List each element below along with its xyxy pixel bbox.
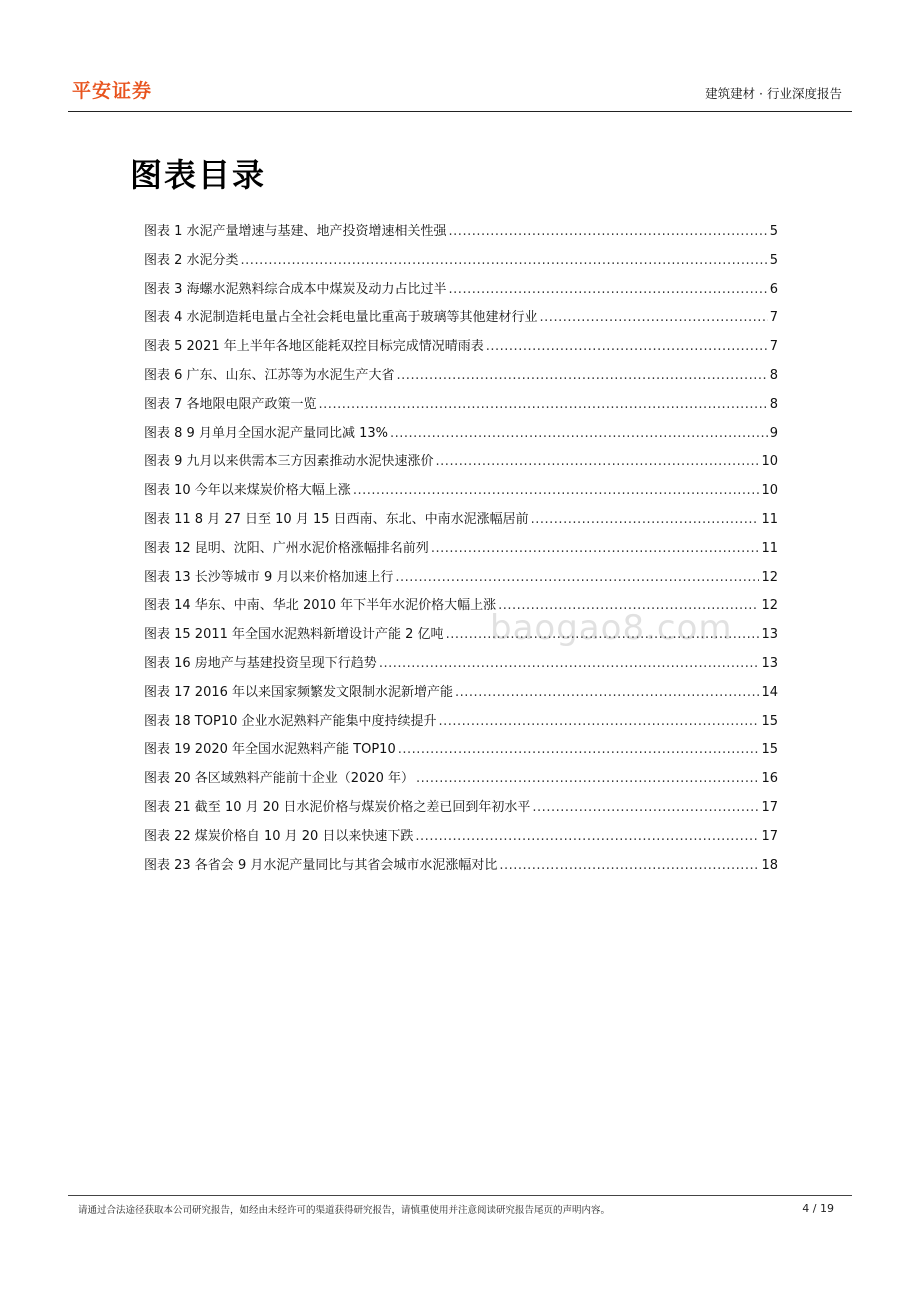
toc-entry-page: 7 xyxy=(769,310,778,326)
toc-entry-page: 12 xyxy=(761,598,778,614)
watermark: baogao8.com xyxy=(490,608,733,648)
toc-entry-page: 18 xyxy=(761,857,778,873)
toc-entry[interactable] xyxy=(144,222,778,251)
toc-entry-label: 图表 23 各省会 9 月水泥产量同比与其省会城市水泥涨幅对比 xyxy=(144,857,498,873)
table-of-figures xyxy=(144,222,778,884)
toc-leader-dots xyxy=(532,798,759,818)
toc-leader-dots xyxy=(436,452,760,472)
toc-entry-page: 5 xyxy=(769,252,778,268)
toc-leader-dots xyxy=(395,568,759,588)
toc-entry-label: 图表 17 2016 年以来国家频繁发文限制水泥新增产能 xyxy=(144,684,454,700)
toc-entry-label: 图表 13 长沙等城市 9 月以来价格加速上行 xyxy=(144,569,394,585)
toc-entry-page: 9 xyxy=(769,425,778,441)
header-divider xyxy=(68,111,852,112)
toc-entry-page: 10 xyxy=(761,454,778,470)
toc-entry-page: 10 xyxy=(761,483,778,499)
toc-entry[interactable] xyxy=(144,683,778,712)
toc-entry-page: 5 xyxy=(769,224,778,239)
toc-leader-dots xyxy=(431,539,760,559)
toc-entry-page: 17 xyxy=(761,828,778,844)
toc-entry-page: 15 xyxy=(761,713,778,729)
toc-leader-dots xyxy=(499,856,759,876)
toc-entry-page: 8 xyxy=(769,396,778,412)
toc-leader-dots xyxy=(390,424,768,444)
toc-entry[interactable] xyxy=(144,395,778,424)
toc-entry-label: 图表 10 今年以来煤炭价格大幅上涨 xyxy=(144,483,351,499)
toc-leader-dots xyxy=(397,366,768,386)
toc-entry-page: 14 xyxy=(761,684,778,700)
toc-entry[interactable] xyxy=(144,251,778,280)
toc-entry[interactable] xyxy=(144,452,778,481)
toc-leader-dots xyxy=(486,337,768,357)
toc-entry[interactable] xyxy=(144,424,778,453)
toc-leader-dots xyxy=(379,654,760,674)
toc-leader-dots xyxy=(398,740,760,760)
toc-entry[interactable] xyxy=(144,308,778,337)
toc-entry[interactable] xyxy=(144,769,778,798)
toc-entry[interactable] xyxy=(144,798,778,827)
toc-entry-page: 12 xyxy=(761,569,778,585)
toc-entry-label: 图表 2 水泥分类 xyxy=(144,252,239,268)
page-number: 4 / 19 xyxy=(802,1202,834,1215)
toc-entry-label: 图表 7 各地限电限产政策一览 xyxy=(144,396,317,412)
footer-divider xyxy=(68,1195,852,1196)
report-type: 建筑建材 · 行业深度报告 xyxy=(705,86,842,101)
toc-leader-dots xyxy=(455,683,759,703)
toc-entry-label: 图表 18 TOP10 企业水泥熟料产能集中度持续提升 xyxy=(144,713,437,729)
toc-entry[interactable] xyxy=(144,654,778,683)
brand-logo: 平安证券 xyxy=(72,80,153,102)
toc-leader-dots xyxy=(319,395,768,415)
toc-leader-dots xyxy=(531,510,760,530)
toc-entry[interactable] xyxy=(144,827,778,856)
toc-entry-label: 图表 12 昆明、沈阳、广州水泥价格涨幅排名前列 xyxy=(144,540,429,556)
toc-entry-page: 16 xyxy=(761,771,778,787)
toc-entry-label: 图表 3 海螺水泥熟料综合成本中煤炭及动力占比过半 xyxy=(144,281,447,297)
toc-entry[interactable] xyxy=(144,568,778,597)
toc-leader-dots xyxy=(449,280,768,300)
toc-entry-page: 13 xyxy=(761,627,778,643)
toc-entry[interactable] xyxy=(144,510,778,539)
toc-leader-dots xyxy=(241,251,768,271)
toc-leader-dots xyxy=(540,308,768,328)
toc-entry-label: 图表 19 2020 年全国水泥熟料产能 TOP10 xyxy=(144,742,396,758)
toc-entry-label: 图表 8 9 月单月全国水泥产量同比减 13% xyxy=(144,425,388,441)
toc-entry-label: 图表 15 2011 年全国水泥熟料新增设计产能 2 亿吨 xyxy=(144,627,444,643)
toc-entry-label: 图表 9 九月以来供需本三方因素推动水泥快速涨价 xyxy=(144,454,434,470)
toc-entry-label: 图表 5 2021 年上半年各地区能耗双控目标完成情况晴雨表 xyxy=(144,339,484,355)
toc-entry-page: 6 xyxy=(769,281,778,297)
toc-entry-label: 图表 1 水泥产量增速与基建、地产投资增速相关性强 xyxy=(144,224,447,239)
toc-entry-page: 15 xyxy=(761,742,778,758)
toc-entry-page: 11 xyxy=(761,511,778,527)
toc-entry[interactable] xyxy=(144,856,778,885)
toc-entry-label: 图表 21 截至 10 月 20 日水泥价格与煤炭价格之差已回到年初水平 xyxy=(144,799,531,815)
toc-entry[interactable] xyxy=(144,712,778,741)
footer-disclaimer: 请通过合法途径获取本公司研究报告，如经由未经许可的渠道获得研究报告，请慎重使用并注意阅读研究报告尾页的声明内容。 xyxy=(78,1205,611,1216)
toc-leader-dots xyxy=(415,827,759,847)
toc-entry-label: 图表 11 8 月 27 日至 10 月 15 日西南、东北、中南水泥涨幅居前 xyxy=(144,511,529,527)
toc-entry-label: 图表 16 房地产与基建投资呈现下行趋势 xyxy=(144,655,377,671)
toc-entry-label: 图表 6 广东、山东、江苏等为水泥生产大省 xyxy=(144,367,395,383)
toc-entry-label: 图表 4 水泥制造耗电量占全社会耗电量比重高于玻璃等其他建材行业 xyxy=(144,310,538,326)
toc-entry[interactable] xyxy=(144,366,778,395)
toc-entry[interactable] xyxy=(144,740,778,769)
toc-entry-page: 17 xyxy=(761,799,778,815)
toc-leader-dots xyxy=(416,769,759,789)
toc-entry-label: 图表 14 华东、中南、华北 2010 年下半年水泥价格大幅上涨 xyxy=(144,598,497,614)
toc-leader-dots xyxy=(449,222,768,242)
toc-entry-page: 13 xyxy=(761,655,778,671)
toc-entry-page: 8 xyxy=(769,367,778,383)
toc-entry[interactable] xyxy=(144,280,778,309)
toc-leader-dots xyxy=(439,712,760,732)
toc-entry-page: 11 xyxy=(761,540,778,556)
toc-entry-page: 7 xyxy=(769,339,778,355)
toc-entry-label: 图表 20 各区域熟料产能前十企业（2020 年） xyxy=(144,771,415,787)
toc-leader-dots xyxy=(353,481,760,501)
toc-entry[interactable] xyxy=(144,481,778,510)
toc-entry[interactable] xyxy=(144,539,778,568)
toc-entry-label: 图表 22 煤炭价格自 10 月 20 日以来快速下跌 xyxy=(144,828,414,844)
page-title: 图表目录 xyxy=(130,156,267,194)
toc-entry[interactable] xyxy=(144,337,778,366)
